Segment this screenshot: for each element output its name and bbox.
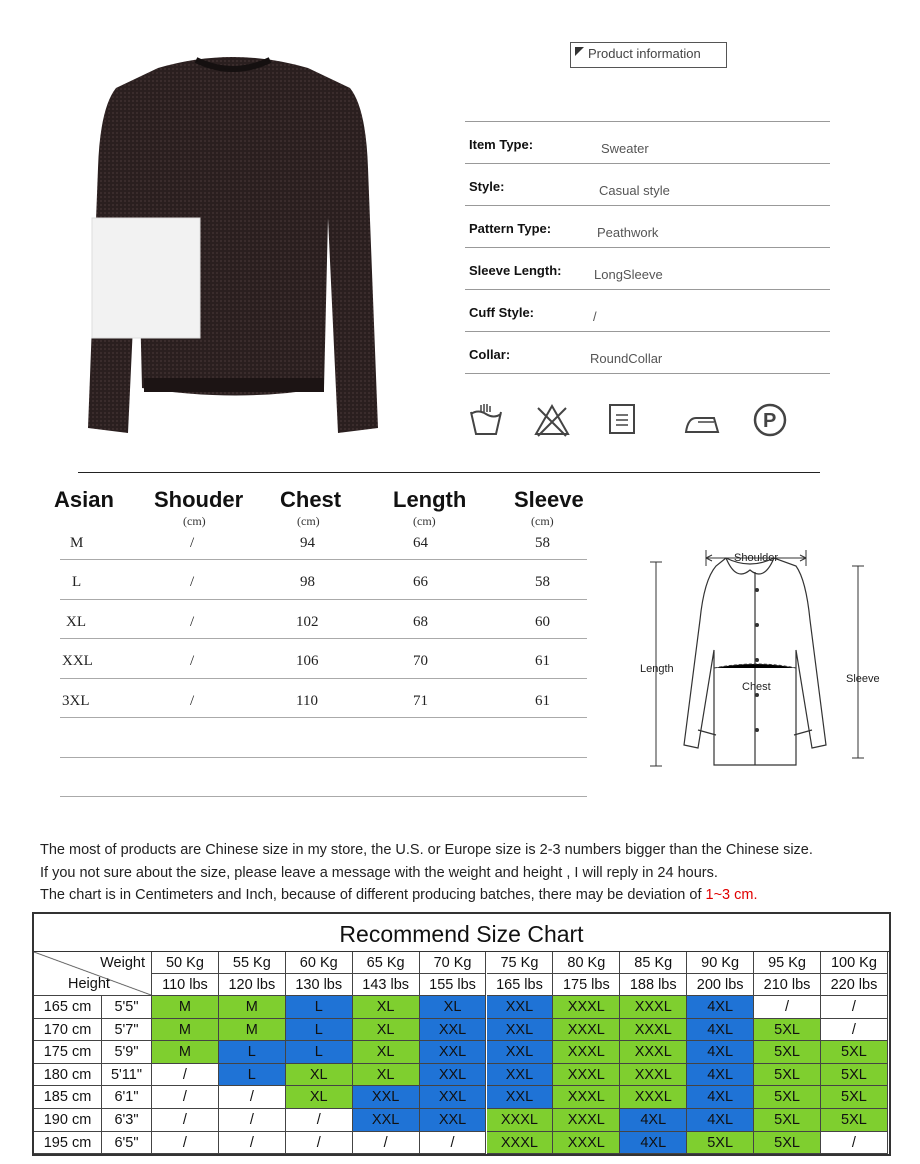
length-unit: (cm) [413,514,436,528]
diagram-chest-label: Chest [742,681,771,693]
style-label: Style: [469,179,505,194]
size-recommend-cell: XXL [487,996,554,1019]
svg-text:P: P [763,410,777,432]
weight-lbs-header: 130 lbs [286,974,353,996]
diagram-shoulder-label: Shoulder [734,552,779,564]
triangle-marker-icon [575,47,584,56]
size-recommend-cell: XL [353,1064,420,1087]
size-cell: 98 [300,574,315,590]
weight-kg-header: 90 Kg [687,952,754,974]
size-recommend-cell: 5XL [754,1041,821,1064]
size-recommend-cell: M [152,1041,219,1064]
size-recommend-cell: 4XL [687,1019,754,1042]
size-header-chest: Chest [280,487,342,512]
height-ft-cell: 6'3" [102,1109,152,1132]
size-cell: 60 [535,613,550,630]
size-cell: 94 [300,535,315,551]
size-recommend-cell: XXL [420,1086,487,1109]
cuff-style-label: Cuff Style: [469,305,534,320]
size-cell: 58 [535,574,550,590]
weight-lbs-header: 120 lbs [219,974,286,996]
size-recommend-cell: 5XL [754,1086,821,1109]
weight-kg-header: 60 Kg [286,952,353,974]
size-recommend-cell: / [152,1086,219,1109]
note-deviation-highlight: 1~3 cm. [705,887,758,903]
height-ft-cell: 6'5" [102,1132,152,1155]
size-cell: 61 [535,653,550,669]
size-recommend-cell: L [286,1041,353,1064]
height-cm-cell: 180 cm [34,1064,102,1087]
pattern-type-label: Pattern Type: [469,221,552,236]
product-information-header [570,42,727,68]
size-recommend-cell: 4XL [687,1041,754,1064]
size-recommend-cell: 5XL [821,1041,888,1064]
size-cell: 58 [535,535,550,551]
size-recommend-cell: XXL [487,1019,554,1042]
size-cell: 66 [413,574,428,590]
size-recommend-cell: XL [286,1086,353,1109]
weight-lbs-header: 165 lbs [487,974,554,996]
height-ft-cell: 5'9" [102,1041,152,1064]
product-info-row-collar [465,332,830,374]
size-row [60,521,587,560]
sweater-product-image [88,48,378,443]
note-line-2: If you not sure about the size, please leave a message with the weight and height , I will reply in 24 hours. [40,865,718,881]
size-recommend-cell: XXXL [553,996,620,1019]
size-recommend-cell: XXL [420,1041,487,1064]
size-cell: 71 [413,692,428,709]
size-row [60,679,587,719]
size-recommend-cell: 4XL [687,996,754,1019]
size-recommend-cell: XXL [487,1064,554,1087]
size-recommend-cell: 5XL [754,1064,821,1087]
cuff-style-value: / [593,309,597,324]
section-divider [78,472,820,473]
size-recommend-cell: / [821,1132,888,1155]
size-recommend-cell: M [219,1019,286,1042]
weight-kg-header: 55 Kg [219,952,286,974]
size-recommend-cell: XXL [353,1109,420,1132]
product-info-row-style [465,164,830,206]
collar-label: Collar: [469,347,511,362]
size-recommend-cell: / [219,1109,286,1132]
size-recommend-cell: / [353,1132,420,1155]
size-recommend-cell: XL [420,996,487,1019]
size-recommend-cell: XXL [420,1064,487,1087]
size-recommend-cell: / [152,1064,219,1087]
weight-lbs-header: 143 lbs [353,974,420,996]
size-recommend-cell: 5XL [754,1132,821,1155]
size-cell: / [190,574,195,590]
item-type-value: Sweater [601,141,649,156]
size-table [60,521,587,797]
size-recommend-cell: XXXL [620,996,687,1019]
height-cm-cell: 175 cm [34,1041,102,1064]
dry-clean-icon [752,402,788,438]
size-header-asian: Asian [54,487,114,512]
sleeve-unit: (cm) [531,514,554,528]
corner-cell [34,952,152,996]
size-cell: / [190,653,195,669]
product-info-row-cuff-style [465,290,830,332]
size-cell: 3XL [62,692,90,709]
size-recommend-cell: 5XL [754,1019,821,1042]
weight-kg-header: 100 Kg [821,952,888,974]
size-cell: / [190,535,195,551]
size-recommend-cell: XXXL [553,1132,620,1155]
size-recommend-cell: XXL [353,1086,420,1109]
size-header-length: Length [393,487,467,512]
size-recommend-cell: XXXL [620,1019,687,1042]
weight-lbs-header: 188 lbs [620,974,687,996]
iron-icon [684,402,720,438]
recommend-size-chart [32,912,891,1156]
weight-kg-header: 65 Kg [353,952,420,974]
sleeve-length-value: LongSleeve [594,267,663,282]
size-recommend-cell: / [420,1132,487,1155]
weight-lbs-header: 200 lbs [687,974,754,996]
product-information-title: Product information [588,46,701,61]
note-line-3 [40,887,758,903]
size-recommend-cell: XXXL [487,1109,554,1132]
size-recommend-cell: XL [353,1019,420,1042]
item-type-label: Item Type: [469,137,534,152]
size-row-empty [60,718,587,758]
height-cm-cell: 170 cm [34,1019,102,1042]
diagram-length-label: Length [640,663,674,675]
size-recommend-cell: XXXL [487,1132,554,1155]
size-recommend-cell: / [152,1109,219,1132]
size-recommend-cell: L [219,1041,286,1064]
size-recommend-cell: 5XL [687,1132,754,1155]
size-cell: 68 [413,613,428,630]
size-recommend-cell: XXXL [620,1041,687,1064]
size-row [60,560,587,600]
size-recommend-cell: 5XL [754,1109,821,1132]
size-recommend-cell: XXXL [620,1086,687,1109]
height-cm-cell: 195 cm [34,1132,102,1155]
size-recommend-cell: XXXL [620,1064,687,1087]
size-recommend-cell: XXXL [553,1086,620,1109]
corner-weight-label: Weight [100,955,145,971]
do-not-bleach-icon [534,402,570,438]
weight-lbs-header: 155 lbs [420,974,487,996]
product-info-row-pattern-type [465,206,830,248]
size-recommend-cell: / [219,1086,286,1109]
size-recommend-cell: L [286,1019,353,1042]
height-cm-cell: 165 cm [34,996,102,1019]
size-recommend-cell: / [821,996,888,1019]
size-recommend-cell: / [152,1132,219,1155]
size-cell: L [72,574,82,590]
size-row-empty [60,758,587,798]
size-recommend-cell: XL [353,996,420,1019]
size-recommend-cell: 4XL [687,1109,754,1132]
weight-kg-header: 95 Kg [754,952,821,974]
weight-lbs-header: 220 lbs [821,974,888,996]
weight-kg-header: 85 Kg [620,952,687,974]
size-cell: 70 [413,653,428,669]
size-recommend-cell: / [821,1019,888,1042]
weight-kg-header: 50 Kg [152,952,219,974]
size-recommend-cell: XXXL [553,1041,620,1064]
size-cell: XXL [62,653,93,669]
weight-kg-header: 75 Kg [487,952,554,974]
collar-value: RoundCollar [590,351,663,366]
size-recommend-cell: XL [353,1041,420,1064]
sleeve-length-label: Sleeve Length: [469,263,562,278]
size-recommend-cell: M [152,996,219,1019]
height-ft-cell: 5'5" [102,996,152,1019]
size-recommend-cell: L [286,996,353,1019]
hand-wash-icon [468,402,504,438]
height-cm-cell: 190 cm [34,1109,102,1132]
size-recommend-cell: XXL [420,1019,487,1042]
size-recommend-cell: XXXL [553,1019,620,1042]
size-header-shoulder: Shouder [154,487,244,512]
style-value: Casual style [599,183,670,198]
size-cell: 64 [413,535,428,551]
size-recommend-cell: 4XL [687,1064,754,1087]
weight-lbs-header: 110 lbs [152,974,219,996]
size-recommend-cell: XXL [487,1041,554,1064]
size-header-sleeve: Sleeve [514,487,584,512]
size-recommend-cell: 5XL [821,1109,888,1132]
chest-unit: (cm) [297,514,320,528]
diagram-sleeve-label: Sleeve [846,673,880,685]
height-ft-cell: 5'11" [102,1064,152,1087]
size-cell: 110 [296,692,318,709]
size-recommend-cell: 4XL [687,1086,754,1109]
weight-kg-header: 80 Kg [553,952,620,974]
product-info-row-item-type [465,122,830,164]
size-recommend-cell: XXXL [553,1064,620,1087]
size-cell: XL [66,613,86,630]
product-info-table [465,121,830,374]
size-row [60,639,587,679]
recommend-size-chart-title: Recommend Size Chart [34,914,889,952]
size-cell: 106 [296,653,319,669]
note-line-3-text: The chart is in Centimeters and Inch, because of different producing batches, there may be deviation of [40,887,706,903]
weight-kg-header: 70 Kg [420,952,487,974]
size-recommend-cell: XXL [487,1086,554,1109]
height-cm-cell: 185 cm [34,1086,102,1109]
size-cell: 102 [296,613,319,630]
product-info-row-sleeve-length [465,248,830,290]
size-recommend-cell: / [219,1132,286,1155]
size-cell: M [70,535,84,551]
size-cell: / [190,613,195,630]
size-recommend-cell: 4XL [620,1109,687,1132]
size-row [60,600,587,640]
size-recommend-cell: / [286,1109,353,1132]
pattern-type-value: Peathwork [597,225,659,240]
size-recommend-cell: 5XL [821,1086,888,1109]
measurement-diagram [636,540,886,780]
size-recommend-cell: 5XL [821,1064,888,1087]
size-cell: / [190,692,195,709]
size-recommend-cell: M [152,1019,219,1042]
care-icons [468,402,798,442]
note-line-1: The most of products are Chinese size in my store, the U.S. or Europe size is 2-3 numbers bigger than the Chinese size. [40,842,813,858]
size-cell: 61 [535,692,550,709]
size-recommend-cell: XXL [420,1109,487,1132]
line-dry-icon [606,402,642,438]
corner-height-label: Height [68,976,110,992]
weight-lbs-header: 210 lbs [754,974,821,996]
size-recommend-cell: / [286,1132,353,1155]
size-recommend-cell: L [219,1064,286,1087]
size-recommend-cell: XXXL [553,1109,620,1132]
height-ft-cell: 6'1" [102,1086,152,1109]
size-recommend-cell: XL [286,1064,353,1087]
shoulder-unit: (cm) [183,514,206,528]
size-recommend-cell: M [219,996,286,1019]
size-recommend-cell: / [754,996,821,1019]
weight-lbs-header: 175 lbs [553,974,620,996]
height-ft-cell: 5'7" [102,1019,152,1042]
size-recommend-cell: 4XL [620,1132,687,1155]
